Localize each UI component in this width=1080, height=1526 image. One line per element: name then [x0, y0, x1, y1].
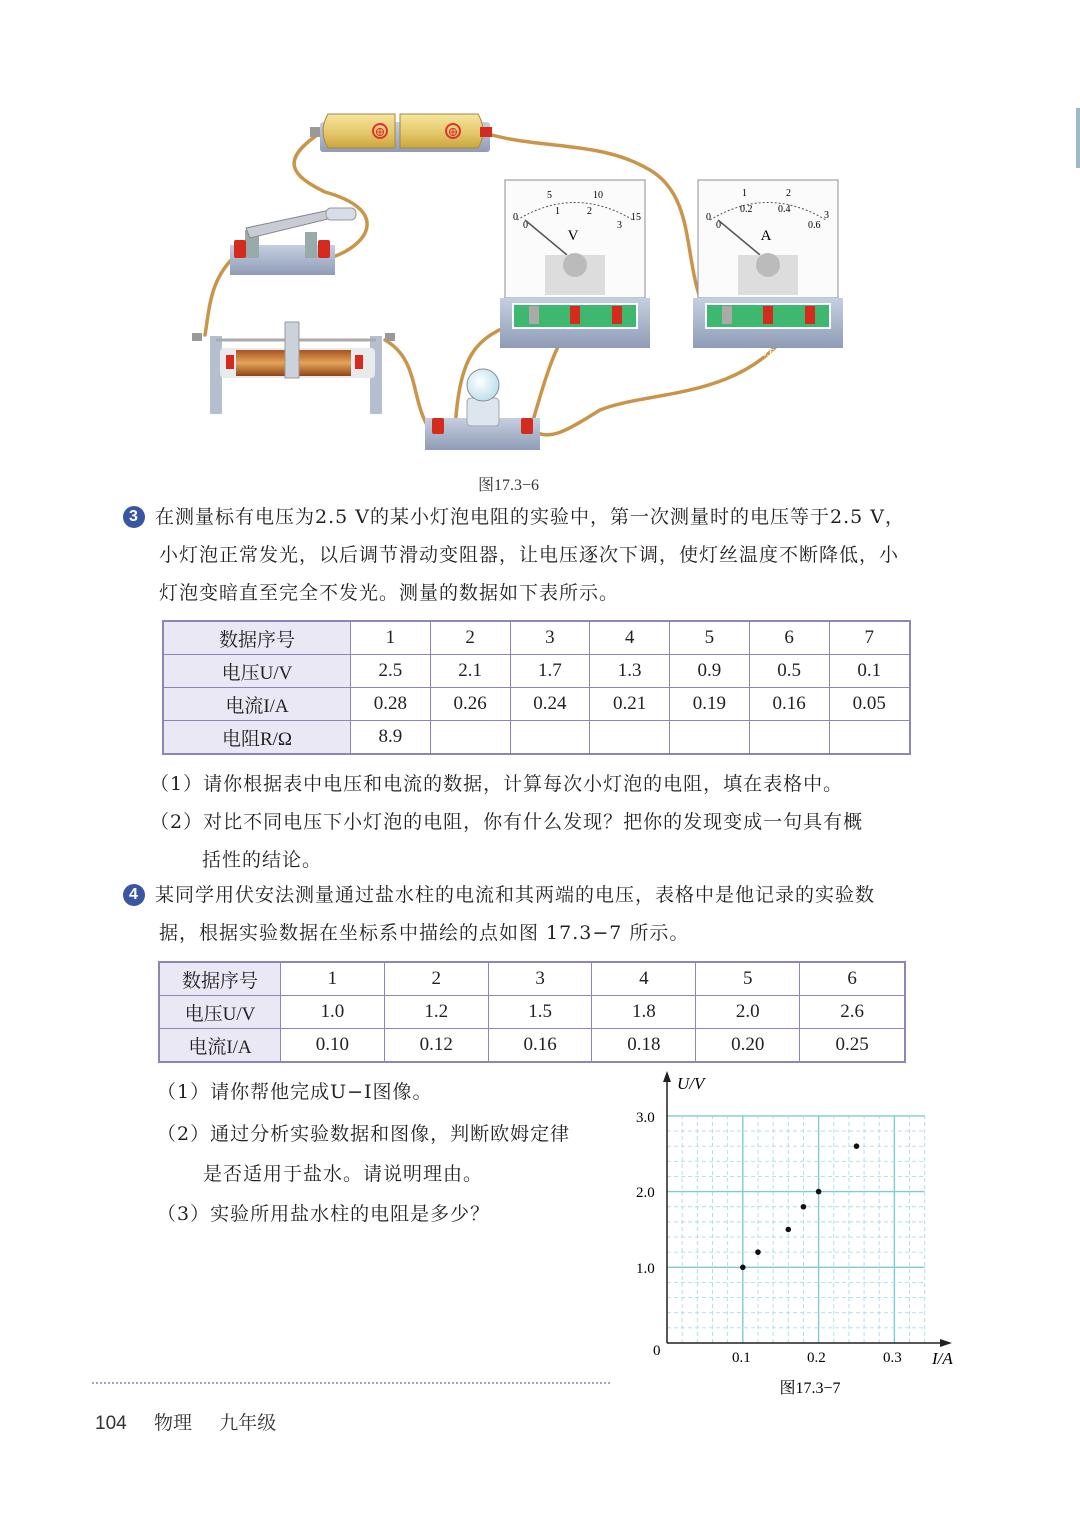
- x-tick-label: 0.2: [807, 1350, 826, 1366]
- volt-unit: V: [567, 228, 579, 244]
- svg-text:3: 3: [572, 347, 578, 359]
- table-row: 电压U/V 2.5 2.1 1.7 1.3 0.9 0.5 0.1: [163, 655, 910, 688]
- question-4-subquestions: （1）请你帮他完成U−I图像。 （2）通过分析实验数据和图像，判断欧姆定律 是否适用于盐水。请说明理由。 （3）实验所用盐水柱的电阻是多少？: [157, 1081, 571, 1225]
- svg-text:3: 3: [617, 220, 622, 231]
- y-tick-label: 3.0: [636, 1110, 655, 1126]
- data-point: [854, 1143, 860, 1149]
- footer-divider: [92, 1382, 610, 1384]
- grade-label: 九年级: [219, 1413, 277, 1434]
- table-row: 电流I/A 0.28 0.26 0.24 0.21 0.19 0.16 0.05: [163, 688, 910, 721]
- svg-text:3: 3: [807, 347, 813, 359]
- data-point: [740, 1265, 746, 1271]
- y-tick-label: 1.0: [636, 1261, 655, 1277]
- x-axis-label: I/A: [932, 1349, 953, 1368]
- svg-text:−: −: [533, 347, 540, 359]
- svg-text:3: 3: [824, 210, 829, 221]
- plus-icon: ⊕: [374, 124, 386, 139]
- u-i-chart: [620, 1065, 980, 1405]
- data-point: [801, 1204, 807, 1210]
- page-footer: [95, 1408, 298, 1435]
- table-row: 电阻R/Ω 8.9: [163, 721, 910, 755]
- knife-switch: [230, 208, 356, 275]
- table-row: 数据序号 1 2 3 4 5 6 7: [163, 621, 910, 655]
- svg-text:0.6: 0.6: [808, 220, 821, 231]
- subject-label: 物理: [153, 1413, 192, 1434]
- battery-pack: [310, 114, 492, 152]
- page-edge-marker: [1076, 108, 1080, 168]
- question-3: 3 在测量标有电压为2.5 V的某小灯泡电阻的实验中，第一次测量时的电压等于2.5 V， 小灯泡正常发光，以后调节滑动变阻器，让电压逐次下调，使灯丝温度不断降低，小 灯泡变暗直至完全不发光。测量的数据如下表所示。: [123, 498, 943, 612]
- table-row: 电压U/V 1.0 1.2 1.5 1.8 2.0 2.6: [159, 996, 905, 1029]
- light-bulb: [425, 369, 540, 450]
- ammeter: [693, 180, 843, 359]
- svg-text:0.4: 0.4: [778, 204, 791, 215]
- svg-text:−: −: [726, 347, 733, 359]
- sliding-rheostat: [192, 322, 395, 414]
- svg-text:1: 1: [555, 206, 560, 217]
- question-number-badge: 4: [123, 884, 145, 906]
- svg-text:10: 10: [593, 190, 603, 201]
- ampere-unit: A: [760, 228, 772, 244]
- question-number-badge: 3: [123, 506, 145, 528]
- question-3-data-table: [162, 620, 911, 755]
- figure-caption-17-3-7: 图17.3−7: [779, 1380, 841, 1397]
- x-axis-arrow-icon: [940, 1339, 952, 1347]
- page-number: 104: [95, 1413, 127, 1434]
- y-tick-label: 2.0: [636, 1185, 655, 1201]
- table-row: 数据序号 1 2 3 4 5 6: [159, 962, 905, 996]
- data-point: [785, 1227, 791, 1233]
- svg-text:0.6: 0.6: [761, 347, 775, 359]
- table-row: 电流I/A 0.10 0.12 0.16 0.18 0.20 0.25: [159, 1029, 905, 1063]
- svg-text:1: 1: [742, 188, 747, 199]
- svg-text:0: 0: [513, 212, 518, 223]
- svg-text:2: 2: [786, 188, 791, 199]
- svg-text:0: 0: [716, 220, 721, 231]
- figure-caption-17-3-6: 图17.3−6: [478, 477, 540, 494]
- svg-text:5: 5: [547, 190, 552, 201]
- question-4: 4 某同学用伏安法测量通过盐水柱的电流和其两端的电压，表格中是他记录的实验数 据，根据实验数据在坐标系中描绘的点如图 17.3−7 所示。: [123, 876, 943, 952]
- svg-text:0: 0: [523, 220, 528, 231]
- y-axis-arrow-icon: [663, 1071, 671, 1082]
- voltmeter: [500, 180, 650, 359]
- circuit-illustration: [180, 100, 860, 460]
- x-tick-label: 0.3: [883, 1350, 902, 1366]
- question-3-subquestions: （1）请你根据表中电压和电流的数据，计算每次小灯泡的电阻，填在表格中。 （2）对比不同电压下小灯泡的电阻，你有什么发现？把你的发现变成一句具有概 括性的结论。: [150, 773, 864, 871]
- y-axis-label: U/V: [677, 1074, 705, 1093]
- plus-icon: ⊕: [447, 124, 459, 139]
- svg-text:15: 15: [611, 347, 623, 359]
- origin-label: 0: [653, 1343, 661, 1359]
- svg-text:0: 0: [706, 212, 711, 223]
- svg-text:2: 2: [587, 206, 592, 217]
- x-tick-label: 0.1: [732, 1350, 751, 1366]
- data-point: [755, 1249, 761, 1255]
- data-point: [816, 1189, 822, 1195]
- svg-text:0.2: 0.2: [740, 204, 753, 215]
- chart-grid: [667, 1116, 925, 1343]
- question-4-data-table: [158, 961, 906, 1063]
- svg-text:15: 15: [631, 212, 641, 223]
